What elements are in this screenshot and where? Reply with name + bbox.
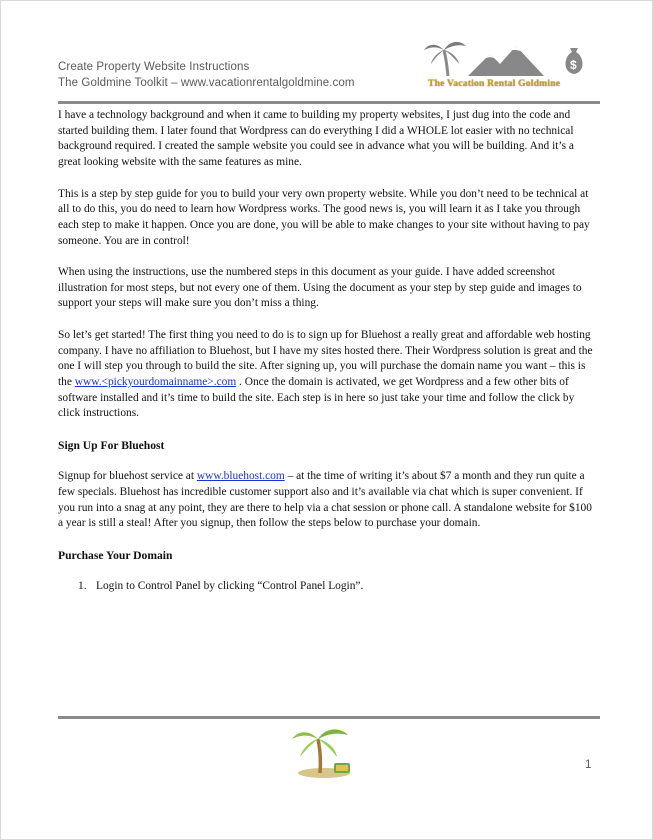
- paragraph: This is a step by step guide for you to build your very own property website. While you don’t need to be technical at all to do this, you do need to learn how Wordpress works. The good news is, you will learn it as I take you through each step to make it happen. Once you are done, you will be able to make changes to your site without having to pay someone. You are in control!: [58, 187, 590, 247]
- header-subtitle: The Goldmine Toolkit – www.vacationrentalgoldmine.com: [58, 77, 355, 89]
- domain-link[interactable]: www.<pickyourdomainname>.com: [74, 375, 237, 388]
- footer-divider: [58, 716, 600, 719]
- bluehost-link[interactable]: www.bluehost.com: [196, 470, 285, 483]
- paragraph: [58, 469, 594, 532]
- document-body: [58, 108, 594, 595]
- page-number: 1: [585, 759, 592, 771]
- footer-logo: [290, 725, 358, 779]
- paragraph-text: Signup for bluehost service at: [58, 470, 197, 483]
- section-heading-signup: Sign Up For Bluehost: [58, 438, 165, 452]
- logo-graphic-icon: [424, 38, 594, 78]
- svg-text:$: $: [570, 58, 577, 72]
- paragraph-text: – at the time of writing it’s about $7 a month and they run quite a few specials. Bluehost has incredible customer support also and it’s available via chat which is super convenient. If you run into a snag at any point, they are there to help via a chat session or phone call. A standalone website for $100 a year is still a steal! After you signup, then follow the steps below to purchase your domain.: [58, 470, 592, 530]
- header-divider: [58, 101, 600, 104]
- goldmine-logo: [424, 38, 594, 92]
- paragraph-text: So let’s get started! The first thing you need to do is to sign up for Bluehost a really great and affordable web hosting company. I have no affiliation to Bluehost, but I have my sites hosted there. Their Wordpress solution is great and the one I will step you through to build the site. After signing up, you will purchase the domain name you want – this is the: [58, 328, 593, 388]
- list-item: [78, 579, 594, 595]
- palm-tree-icon: [290, 725, 358, 779]
- paragraph-text: . Once the domain is activated, we get Wordpress and a few other bits of software installed and it’s time to build the site. Each step is in here so just take your time and follow the click by click instructions.: [58, 375, 575, 420]
- section-heading-purchase: Purchase Your Domain: [58, 548, 173, 562]
- header-title: Create Property Website Instructions: [58, 61, 250, 73]
- logo-text: The Vacation Rental Goldmine: [428, 78, 561, 89]
- list-number: 1.: [78, 579, 87, 592]
- paragraph: [58, 328, 594, 422]
- paragraph: When using the instructions, use the numbered steps in this document as your guide. I have added screenshot illustration for most steps, but not every one of them. Using the document as your step by step guide and images to support your steps will make sure you don’t miss a thing.: [58, 266, 582, 310]
- paragraph: I have a technology background and when it came to building my property websites, I just dug into the code and started building them. I later found that Wordpress can do everything I did a WHOLE lot easier with no technical background required. I created the sample website you could see in advance what you will be building. And it’s a great looking website with the same features as mine.: [58, 109, 574, 169]
- list-item-text: Login to Control Panel by clicking “Control Panel Login”.: [96, 579, 364, 592]
